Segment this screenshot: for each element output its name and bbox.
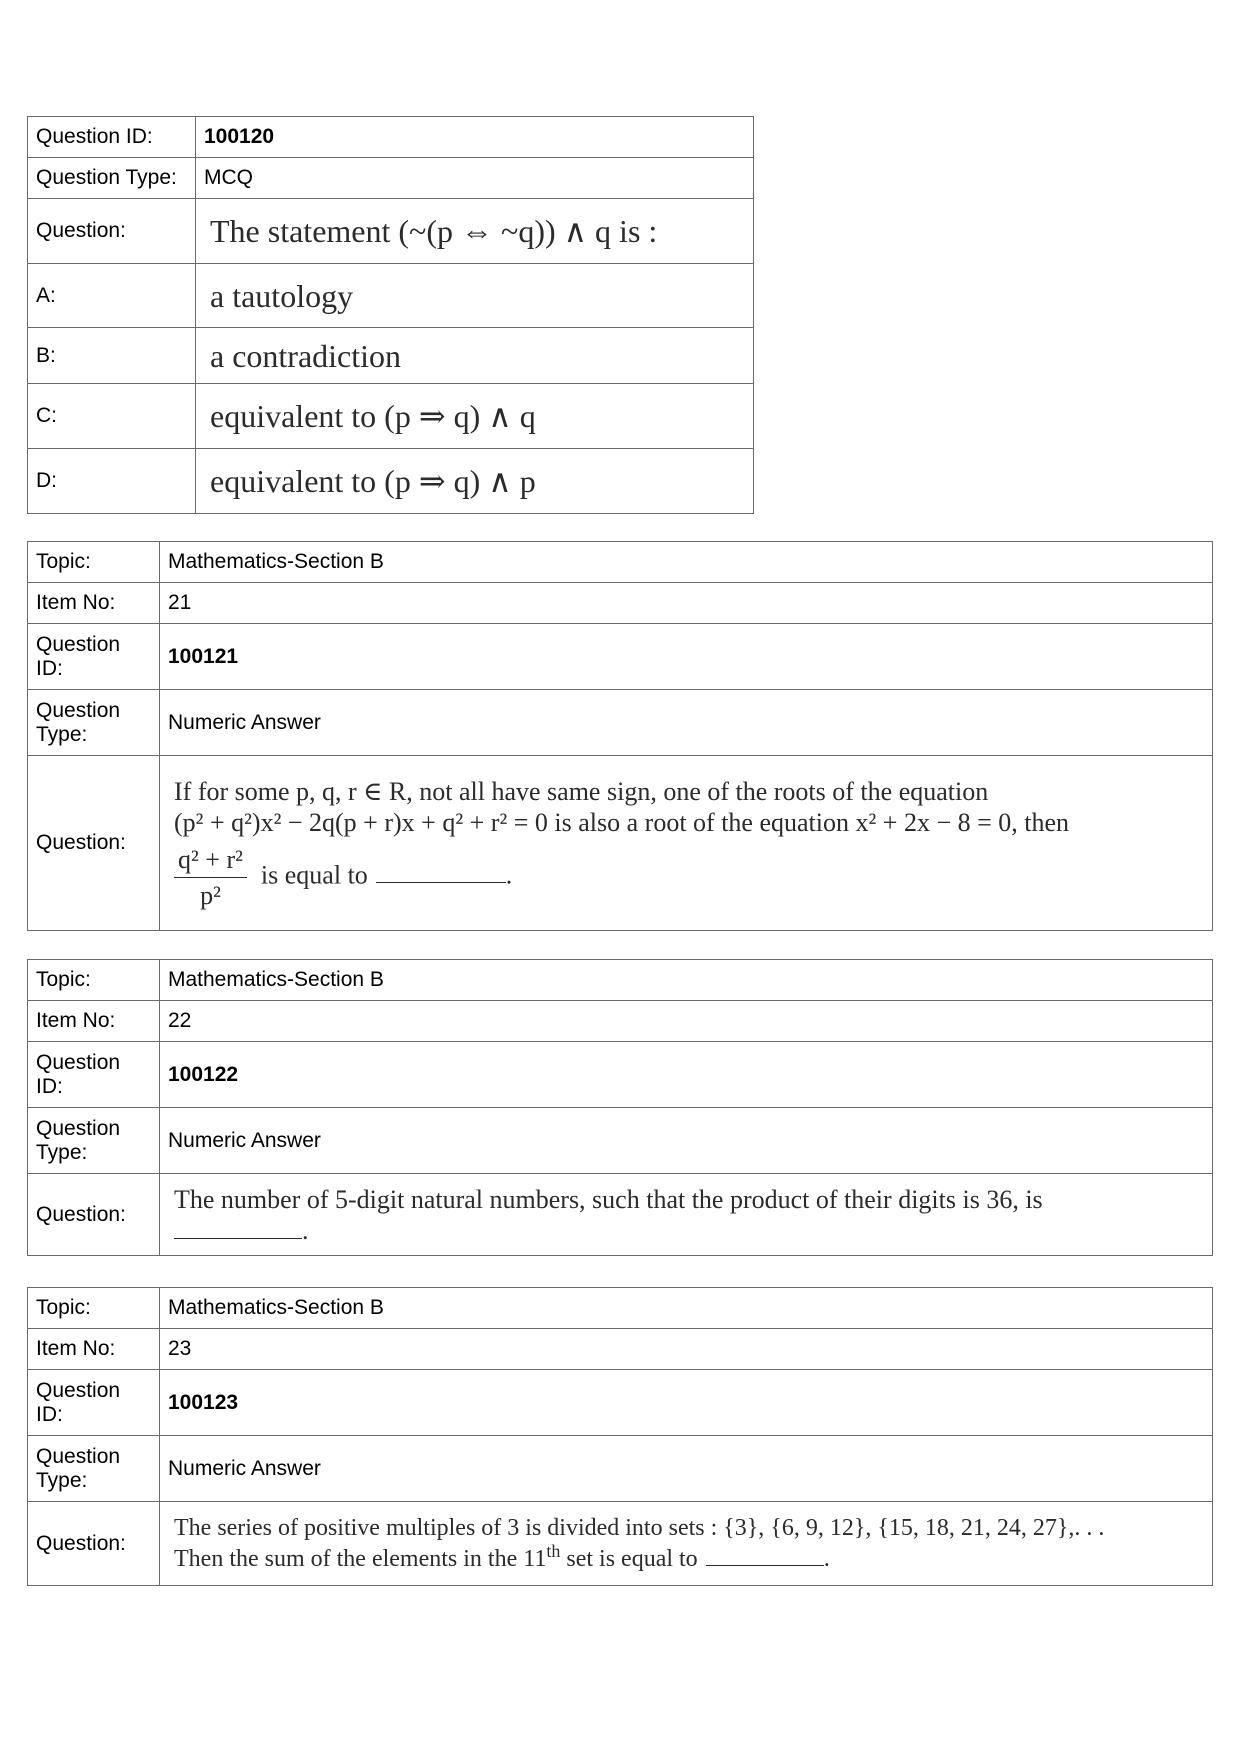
question-id-value: 100121 (160, 624, 1213, 690)
question-text (160, 1174, 1213, 1256)
answer-blank (706, 1545, 824, 1566)
question-label: Question: (28, 1174, 160, 1256)
option-a-text: a tautology (196, 264, 754, 328)
topic-value: Mathematics-Section B (160, 960, 1213, 1001)
question-type-value: Numeric Answer (160, 1436, 1213, 1502)
item-no-value: 22 (160, 1001, 1213, 1042)
item-no-label: Item No: (28, 1001, 160, 1042)
option-c-label: C: (28, 384, 196, 449)
question-end: . (823, 1545, 830, 1572)
question-line-1: The series of positive multiples of 3 is divided into sets : {3}, {6, 9, 12}, {15, 18, 21, 24, 27},. . . (174, 1514, 1105, 1541)
question-id-value: 100120 (196, 117, 754, 158)
question-end: . (302, 1215, 309, 1245)
question-id-value: 100123 (160, 1370, 1213, 1436)
topic-value: Mathematics-Section B (160, 542, 1213, 583)
question-text: The statement (~(p ⇔ ~q)) ∧ q is : (196, 199, 754, 264)
question-type-label: Question Type: (28, 158, 196, 199)
question-line-2-tail: set is equal to (560, 1545, 698, 1572)
question-line-2: (p² + q²)x² − 2q(p + r)x + q² + r² = 0 is also a root of the equation x² + 2x − 8 = 0, then (174, 807, 1070, 837)
question-type-label: Question Type: (28, 690, 160, 756)
question-table-100121 (27, 541, 1213, 931)
question-line-1: The number of 5-digit natural numbers, such that the product of their digits is 36, is (174, 1184, 1043, 1214)
question-table-100120 (27, 116, 754, 514)
option-b-text: a contradiction (196, 328, 754, 384)
question-end: . (505, 859, 513, 889)
question-line-3 (174, 844, 1200, 911)
question-type-label: Question Type: (28, 1108, 160, 1174)
item-no-value: 23 (160, 1329, 1213, 1370)
option-b-label: B: (28, 328, 196, 384)
topic-label: Topic: (28, 960, 160, 1001)
answer-blank (376, 862, 506, 883)
question-type-label: Question Type: (28, 1436, 160, 1502)
question-table-100123 (27, 1287, 1213, 1586)
answer-blank (174, 1218, 302, 1239)
fraction-numerator: q² + r² (174, 844, 247, 878)
question-line-2 (174, 1215, 1200, 1246)
question-id-label: Question ID: (28, 624, 160, 690)
question-table-100122 (27, 959, 1213, 1256)
option-c-text: equivalent to (p ⇒ q) ∧ q (196, 384, 754, 449)
option-a-label: A: (28, 264, 196, 328)
fraction-denominator: p² (200, 880, 221, 910)
item-no-value: 21 (160, 583, 1213, 624)
topic-label: Topic: (28, 542, 160, 583)
question-label: Question: (28, 1502, 160, 1586)
option-row-c (28, 384, 754, 449)
question-label: Question: (28, 199, 196, 264)
question-id-label: Question ID: (28, 1370, 160, 1436)
option-d-text: equivalent to (p ⇒ q) ∧ p (196, 449, 754, 514)
question-text (160, 1502, 1213, 1586)
question-type-value: MCQ (196, 158, 754, 199)
question-label: Question: (28, 756, 160, 931)
option-row-b (28, 328, 754, 384)
topic-label: Topic: (28, 1288, 160, 1329)
ordinal-suffix: th (546, 1540, 561, 1561)
question-id-label: Question ID: (28, 1042, 160, 1108)
question-type-value: Numeric Answer (160, 1108, 1213, 1174)
question-row (28, 199, 754, 264)
question-line-2-text: Then the sum of the elements in the 11 (174, 1545, 547, 1572)
option-row-d (28, 449, 754, 514)
question-id-row (28, 117, 754, 158)
option-row-a (28, 264, 754, 328)
question-type-row (28, 158, 754, 199)
item-no-label: Item No: (28, 1329, 160, 1370)
item-no-label: Item No: (28, 583, 160, 624)
fraction (174, 844, 247, 911)
question-text (160, 756, 1213, 931)
question-id-label: Question ID: (28, 117, 196, 158)
option-d-label: D: (28, 449, 196, 514)
question-line-2 (174, 1540, 1200, 1575)
question-line-1: If for some p, q, r ∈ R, not all have same sign, one of the roots of the equation (174, 776, 989, 806)
question-id-value: 100122 (160, 1042, 1213, 1108)
question-tail: is equal to (260, 859, 368, 889)
topic-value: Mathematics-Section B (160, 1288, 1213, 1329)
question-type-value: Numeric Answer (160, 690, 1213, 756)
